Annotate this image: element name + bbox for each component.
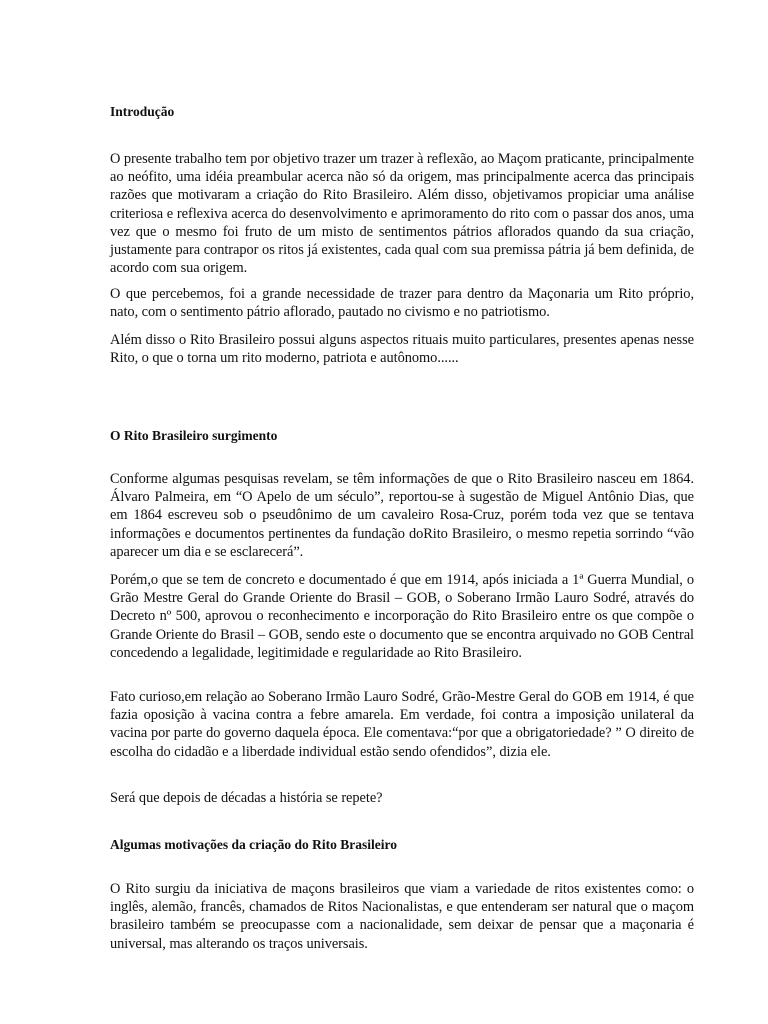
paragraph: Será que depois de décadas a história se repete?: [110, 790, 383, 806]
section-heading-introducao: [110, 103, 694, 121]
heading-surgimento: O Rito Brasileiro surgimento: [110, 428, 278, 443]
paragraph: O Rito surgiu da iniciativa de maçons brasileiros que viam a variedade de ritos existentes como: o inglês, alemão, francês, chamados de Ritos Nacionalistas, e que entenderam ser natural que o maçom brasileiro também se preocupasse com a nacionalidade, sem deixar de pensar que a maçonaria é universal, mas alterando os traços universais.: [110, 881, 694, 952]
paragraph: Conforme algumas pesquisas revelam, se têm informações de que o Rito Brasileiro nasceu em 1864. Álvaro Palmeira, em “O Apelo de um século”, reportou-se à sugestão de Miguel Antônio Dias, que em 1864 escreveu sob o pseudônimo de um cavaleiro Rosa-Cruz, porém toda vez que se tentava informações e documentos pertinentes da fundação doRito Brasileiro, o mesmo repetia sorrindo “vão aparecer um dia e se esclarecerá”.: [110, 471, 694, 560]
surgimento-paragraph-2: [110, 571, 694, 662]
paragraph: O presente trabalho tem por objetivo trazer um trazer à reflexão, ao Maçom praticante, principalmente ao neófito, uma idéia preambular acerca não só da origem, mas principalmente acerca das principais razões que motivaram a criação do Rito Brasileiro. Além disso, objetivamos propiciar uma análise criteriosa e reflexiva acerca do desenvolvimento e aprimoramento do rito com o passar dos anos, uma vez que o mesmo foi fruto de um misto de sentimentos pátrios aflorados quando da sua criação, justamente para contrapor os ritos já existentes, cada qual com sua premissa pátria já bem definida, de acordo com sua origem.: [110, 151, 694, 277]
paragraph: O que percebemos, foi a grande necessidade de trazer para dentro da Maçonaria um Rito próprio, nato, com o sentimento pátrio aflorado, pautado no civismo e no patriotismo.: [110, 286, 694, 321]
paragraph: Além disso o Rito Brasileiro possui alguns aspectos rituais muito particulares, presentes apenas nesse Rito, o que o torna um rito moderno, patriota e autônomo......: [110, 332, 694, 367]
intro-paragraph-3: [110, 331, 694, 367]
heading-motivacoes: Algumas motivações da criação do Rito Brasileiro: [110, 837, 397, 852]
paragraph: Porém,o que se tem de concreto e documentado é que em 1914, após iniciada a 1ª Guerra Mundial, o Grão Mestre Geral do Grande Oriente do Brasil – GOB, o Soberano Irmão Lauro Sodré, através do Decreto nº 500, aprovou o reconhecimento e incorporação do Rito Brasileiro entre os que compõe o Grande Oriente do Brasil – GOB, sendo este o documento que se encontra arquivado no GOB Central concedendo a legalidade, legitimidade e regularidade ao Rito Brasileiro.: [110, 572, 694, 661]
motivacoes-paragraph-1: [110, 880, 694, 953]
surgimento-paragraph-4: [110, 789, 694, 807]
intro-paragraph-2: [110, 285, 694, 321]
section-heading-surgimento: [110, 427, 694, 445]
intro-paragraph-1: [110, 150, 694, 277]
section-heading-motivacoes: [110, 836, 694, 854]
surgimento-paragraph-1: [110, 470, 694, 561]
surgimento-paragraph-3: [110, 688, 694, 761]
heading-introducao: Introdução: [110, 104, 175, 119]
paragraph: Fato curioso,em relação ao Soberano Irmão Lauro Sodré, Grão-Mestre Geral do GOB em 1914, é que fazia oposição à vacina contra a febre amarela. Em verdade, foi contra a imposição unilateral da vacina por parte do governo daquela época. Ele comentava:“por que a obrigatoriedade? ” O direito de escolha do cidadão e a liberdade individual estão sendo ofendidos”, dizia ele.: [110, 689, 694, 760]
